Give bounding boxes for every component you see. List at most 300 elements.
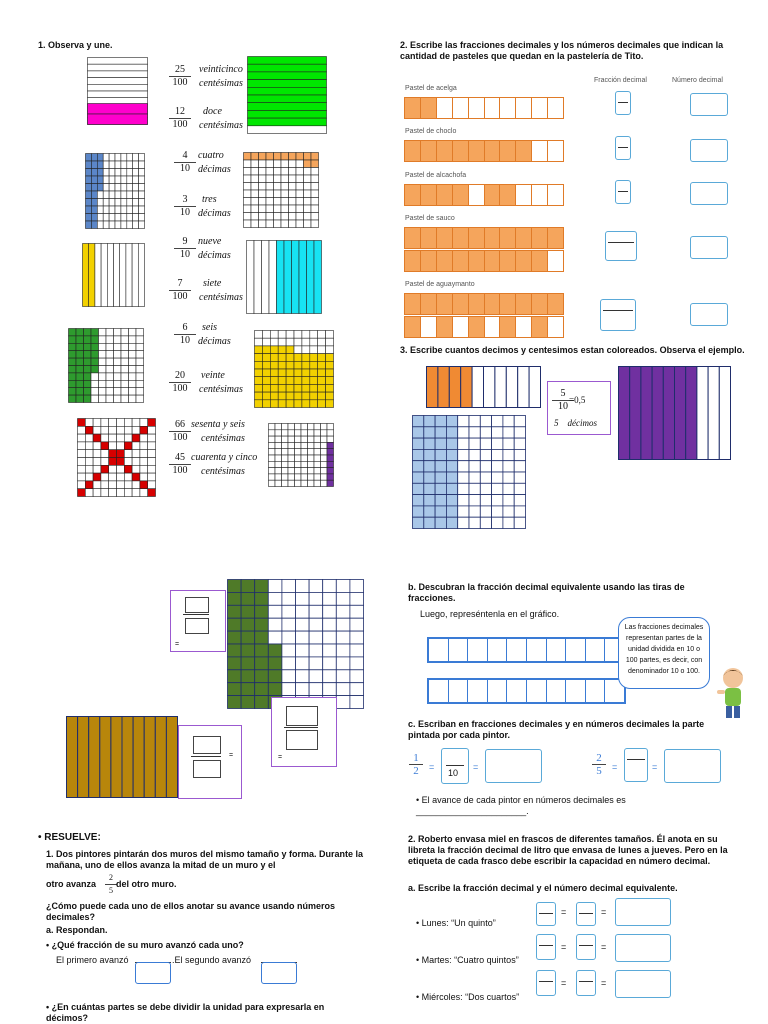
grid-cell	[244, 205, 252, 213]
grid-cell	[270, 346, 278, 354]
grid-cell	[106, 351, 114, 358]
grid-cell	[76, 373, 84, 380]
grid-cell	[255, 618, 269, 631]
first-painter-input[interactable]	[135, 962, 171, 984]
grid-cell	[109, 206, 115, 214]
grid-cell	[129, 388, 137, 395]
grid-green-shape	[68, 328, 144, 403]
grid-cell	[310, 400, 318, 408]
grid-cell	[514, 416, 525, 427]
equals-sign: =	[652, 762, 658, 772]
numerator-box[interactable]	[185, 597, 209, 613]
grid-cell	[76, 351, 84, 358]
grid-cell	[275, 436, 282, 442]
grid-cell	[327, 461, 334, 467]
grid-cell	[309, 592, 323, 605]
grid-cell	[310, 331, 318, 339]
grid-cell	[458, 438, 469, 449]
grid-cell	[286, 354, 294, 362]
grid-cell	[93, 426, 101, 434]
grid-cell	[124, 481, 132, 489]
grid-cell	[686, 367, 697, 460]
c-decimal-input-1[interactable]	[485, 749, 542, 783]
grid-cell	[121, 351, 129, 358]
grid-cell	[69, 380, 77, 387]
grid-cell	[255, 683, 269, 696]
grid-cell	[244, 190, 252, 198]
grid-cell	[321, 461, 328, 467]
grid-cell	[274, 183, 282, 191]
grid-cell	[288, 474, 295, 480]
c-decimal-input-2[interactable]	[664, 749, 721, 783]
grid-cell	[503, 416, 514, 427]
grid-cell	[124, 458, 132, 466]
grid-cell	[307, 241, 315, 314]
grid-cell	[241, 657, 255, 670]
grid-cell	[424, 517, 435, 528]
grid-cell	[326, 392, 334, 400]
grid-cell	[275, 480, 282, 486]
grid-cell	[109, 426, 117, 434]
grid-cell	[117, 458, 125, 466]
grid-cell	[435, 416, 446, 427]
frac-input-aguaymanto[interactable]	[600, 299, 636, 331]
grid-cell	[101, 450, 109, 458]
grid-cell	[281, 175, 289, 183]
grid-cell	[289, 190, 297, 198]
grid-cell	[288, 424, 295, 430]
grid-cell	[97, 191, 103, 199]
grid-cell	[85, 458, 93, 466]
grid-cell	[88, 84, 148, 91]
grid-cell	[127, 199, 133, 207]
grid-cell	[327, 468, 334, 474]
frac-input-acelga[interactable]	[615, 91, 631, 115]
grid-cell	[281, 190, 289, 198]
grid-cell	[308, 442, 315, 448]
grid-cell	[255, 400, 263, 408]
grid-cell	[122, 717, 133, 798]
grid-cell	[129, 351, 137, 358]
grid-cell	[84, 395, 92, 402]
grid-cell	[427, 367, 438, 408]
grid-cell	[323, 683, 337, 696]
grid-cell	[336, 683, 350, 696]
grid-cell	[514, 506, 525, 517]
grid-cell	[244, 160, 252, 168]
resuelve-q3: • ¿En cuántas partes se debe dividir la unidad para expresarla en décimos?	[46, 1002, 325, 1023]
grid-cell	[299, 241, 307, 314]
grid-cell	[91, 358, 99, 365]
grid-cell	[140, 489, 148, 497]
grid-cell	[301, 449, 308, 455]
grid-cell	[144, 717, 155, 798]
grid-cell	[413, 461, 424, 472]
denominator-box[interactable]	[286, 730, 318, 750]
numerator-box[interactable]	[286, 706, 318, 726]
grid-cell	[255, 580, 269, 593]
grid-cell	[326, 338, 334, 346]
grid-cell	[114, 373, 122, 380]
grid-cell	[255, 338, 263, 346]
grid-blue-left	[85, 153, 145, 229]
equals-sign: =	[229, 752, 234, 759]
grid-cell	[86, 199, 92, 207]
grid-cell	[323, 670, 337, 683]
grid-cell	[244, 213, 252, 221]
mid-green-grid	[227, 579, 364, 709]
grid-cell	[91, 380, 99, 387]
martes-frac-input[interactable]	[536, 934, 556, 960]
grid-cell	[296, 592, 310, 605]
grid-cell	[262, 331, 270, 339]
grid-cell	[304, 153, 312, 161]
grid-cell	[114, 358, 122, 365]
grid-cell	[255, 384, 263, 392]
grid-cell	[294, 392, 302, 400]
answer-box-1[interactable]	[170, 590, 226, 652]
frac-12: 12 100 doce centésimas	[169, 106, 191, 131]
frac-input-alcachofa[interactable]	[615, 180, 631, 204]
grid-cell	[140, 458, 148, 466]
grid-cell	[121, 336, 129, 343]
martes-dec-frac-input[interactable]	[576, 934, 596, 960]
miercoles-frac-input[interactable]	[536, 970, 556, 996]
grid-cell	[78, 419, 86, 427]
grid-cell	[311, 213, 319, 221]
grid-cell	[121, 395, 129, 402]
fraction-line	[191, 756, 221, 757]
grid-cell	[278, 384, 286, 392]
grid-cell	[446, 506, 457, 517]
grid-cell	[514, 483, 525, 494]
grid-cell	[326, 369, 334, 377]
grid-cell	[85, 434, 93, 442]
grid-cell	[311, 168, 319, 176]
grid-cell	[302, 354, 310, 362]
grid-cell	[269, 461, 276, 467]
grid-cell	[255, 392, 263, 400]
grid-cell	[129, 395, 137, 402]
grid-cell	[492, 506, 503, 517]
grid-cell	[120, 244, 126, 307]
child-illustration	[713, 664, 753, 720]
grid-cell	[114, 351, 122, 358]
grid-cell	[255, 377, 263, 385]
grid-cell	[86, 206, 92, 214]
grid-cell	[251, 183, 259, 191]
grid-cell	[241, 683, 255, 696]
grid-cell	[266, 168, 274, 176]
grid-cell	[495, 367, 506, 408]
grid-cell	[327, 480, 334, 486]
c-answer-line[interactable]: ______________________.	[416, 806, 529, 816]
grid-cell	[318, 354, 326, 362]
grid-cell	[248, 57, 327, 65]
grid-cell	[129, 343, 137, 350]
grid-cell	[101, 458, 109, 466]
pie-bar-acelga	[404, 97, 564, 119]
number-input-acelga[interactable]	[690, 93, 728, 116]
numerator-box[interactable]	[193, 736, 221, 754]
frac-45: 45 100 cuarenta y cinco centésimas	[169, 452, 191, 477]
grid-cell	[308, 474, 315, 480]
grid-cell	[282, 455, 289, 461]
grid-cell	[268, 580, 282, 593]
frac-input-choclo[interactable]	[615, 136, 631, 160]
grid-cell	[269, 449, 276, 455]
grid-cell	[310, 354, 318, 362]
grid-cell	[295, 430, 302, 436]
answer-box-2[interactable]	[178, 725, 242, 799]
grid-cell	[301, 468, 308, 474]
grid-cell	[314, 430, 321, 436]
grid-cell	[424, 472, 435, 483]
answer-box-3[interactable]	[271, 697, 337, 767]
grid-cell	[148, 465, 156, 473]
grid-cell	[446, 427, 457, 438]
grid-cell	[336, 644, 350, 657]
grid-cell	[282, 442, 289, 448]
grid-cell	[99, 388, 107, 395]
grid-cell	[336, 580, 350, 593]
grid-cell	[514, 449, 525, 460]
miercoles-dec-frac-input[interactable]	[576, 970, 596, 996]
grid-cell	[270, 392, 278, 400]
grid-cell	[91, 366, 99, 373]
grid-cell	[262, 377, 270, 385]
grid-cell	[121, 154, 127, 162]
grid-cell	[132, 473, 140, 481]
grid-cell	[241, 644, 255, 657]
grid-cell	[295, 424, 302, 430]
grid-cell	[268, 592, 282, 605]
grid-cell	[114, 343, 122, 350]
grid-cell	[296, 198, 304, 206]
q3-blue-grid	[412, 415, 526, 529]
lunes-number-input[interactable]	[615, 898, 671, 926]
grid-cell	[269, 468, 276, 474]
grid-cell	[266, 190, 274, 198]
grid-cell	[88, 58, 148, 65]
grid-cell	[311, 205, 319, 213]
grid-cell	[88, 91, 148, 98]
grid-cell	[111, 717, 122, 798]
grid-cell	[323, 618, 337, 631]
grid-cell	[99, 343, 107, 350]
grid-cell	[268, 631, 282, 644]
grid-cell	[302, 377, 310, 385]
resuelve-q2: • ¿Qué fracción de su muro avanzó cada uno?	[46, 940, 244, 950]
grid-cell	[449, 367, 460, 408]
denominator-box[interactable]	[185, 618, 209, 634]
grid-cell	[121, 221, 127, 229]
grid-cell	[85, 489, 93, 497]
grid-cell	[255, 631, 269, 644]
grid-cell	[148, 426, 156, 434]
grid-cell	[268, 644, 282, 657]
grid-cell	[91, 161, 97, 169]
grid-cell	[327, 424, 334, 430]
grid-cell	[132, 489, 140, 497]
grid-cell	[469, 506, 480, 517]
grid-cell	[289, 183, 297, 191]
grid-cell	[318, 384, 326, 392]
grid-cell	[296, 190, 304, 198]
grid-cell	[413, 506, 424, 517]
grid-cell	[296, 618, 310, 631]
grid-cell	[282, 430, 289, 436]
grid-cell	[121, 373, 129, 380]
grid-cell	[248, 126, 327, 134]
grid-cell	[275, 442, 282, 448]
grid-cell	[294, 361, 302, 369]
grid-cell	[76, 329, 84, 336]
grid-cell	[413, 517, 424, 528]
denominator-box[interactable]	[193, 760, 221, 778]
fraction-line	[446, 765, 464, 766]
grid-cell	[413, 483, 424, 494]
grid-cell	[140, 434, 148, 442]
grid-cell	[78, 442, 86, 450]
grid-cell	[302, 346, 310, 354]
equals-sign: =	[601, 942, 607, 952]
grid-cell	[69, 388, 77, 395]
c-equiv-frac-2[interactable]	[624, 748, 648, 782]
grid-cell	[127, 176, 133, 184]
frac-input-sauco[interactable]	[605, 231, 637, 261]
grid-cell	[281, 220, 289, 228]
c-equiv-frac-1[interactable]	[441, 748, 469, 784]
c-frac-2-5: $\frac{2}{5}$	[592, 752, 606, 777]
grid-cell	[314, 455, 321, 461]
grid-cell	[133, 161, 139, 169]
grid-cell	[278, 338, 286, 346]
grid-cell	[318, 331, 326, 339]
grid-cell	[274, 175, 282, 183]
grid-cell	[327, 430, 334, 436]
grid-cell	[309, 618, 323, 631]
grid-cell	[529, 367, 540, 408]
grid-cell	[101, 473, 109, 481]
grid-cell	[91, 199, 97, 207]
number-input-sauco[interactable]	[690, 236, 728, 259]
grid-cell	[296, 683, 310, 696]
grid-cell	[97, 161, 103, 169]
grid-cell	[97, 199, 103, 207]
grid-cell	[269, 455, 276, 461]
grid-cell	[424, 438, 435, 449]
grid-cell	[114, 380, 122, 387]
grid-cell	[69, 336, 77, 343]
grid-cell	[514, 427, 525, 438]
grid-cell	[296, 160, 304, 168]
grid-cell	[294, 400, 302, 408]
grid-cell	[296, 580, 310, 593]
grid-cell	[308, 436, 315, 442]
grid-cell	[101, 489, 109, 497]
resuelve-question: ¿Cómo puede cada uno de ellos anotar su avance usando números decimales?	[46, 901, 336, 922]
grid-cell	[282, 474, 289, 480]
grid-cell	[270, 400, 278, 408]
grid-cell	[115, 169, 121, 177]
grid-cell	[84, 351, 92, 358]
grid-cell	[101, 244, 107, 307]
grid-cell	[446, 517, 457, 528]
grid-cell	[269, 241, 277, 314]
grid-cell	[282, 480, 289, 486]
equals-sign: =	[473, 762, 479, 772]
grid-cell	[124, 419, 132, 427]
grid-cell	[318, 346, 326, 354]
grid-cell	[109, 176, 115, 184]
grid-cell	[282, 580, 296, 593]
grid-cell	[148, 489, 156, 497]
grid-cell	[251, 168, 259, 176]
grid-cell	[458, 427, 469, 438]
number-input-choclo[interactable]	[690, 139, 728, 162]
grid-cell	[278, 346, 286, 354]
grid-cell	[619, 367, 630, 460]
equals-sign: =	[601, 978, 607, 988]
grid-cell	[228, 644, 242, 657]
grid-cell	[458, 495, 469, 506]
grid-green	[247, 56, 327, 134]
grid-cell	[69, 395, 77, 402]
grid-cell	[296, 153, 304, 161]
grid-cell	[274, 160, 282, 168]
grid-cell	[282, 461, 289, 467]
c-avance-text: • El avance de cada pintor en números decimales es	[416, 795, 626, 805]
grid-cell	[228, 580, 242, 593]
grid-cell	[275, 424, 282, 430]
grid-cell	[121, 388, 129, 395]
grid-cell	[255, 331, 263, 339]
grid-cell	[294, 331, 302, 339]
grid-cell	[295, 455, 302, 461]
lunes-frac-input[interactable]	[536, 902, 556, 926]
grid-cell	[136, 388, 144, 395]
grid-cell	[99, 373, 107, 380]
martes-number-input[interactable]	[615, 934, 671, 962]
grid-cell	[308, 449, 315, 455]
number-input-aguaymanto[interactable]	[690, 303, 728, 326]
grid-cell	[492, 416, 503, 427]
grid-cell	[259, 168, 267, 176]
grid-cell	[266, 198, 274, 206]
grid-cell	[274, 205, 282, 213]
lunes-dec-frac-input[interactable]	[576, 902, 596, 926]
grid-cell	[309, 670, 323, 683]
second-painter-input[interactable]	[261, 962, 297, 984]
grid-cell	[78, 717, 89, 798]
grid-cell	[503, 438, 514, 449]
grid-cell	[446, 449, 457, 460]
grid-cell	[350, 670, 364, 683]
grid-cell	[282, 670, 296, 683]
grid-cell	[103, 206, 109, 214]
miercoles-number-input[interactable]	[615, 970, 671, 998]
grid-cell	[136, 366, 144, 373]
grid-cell	[266, 220, 274, 228]
number-input-alcachofa[interactable]	[690, 182, 728, 205]
grid-cell	[278, 354, 286, 362]
grid-cell	[506, 367, 517, 408]
grid-cell	[140, 426, 148, 434]
grid-cell	[435, 438, 446, 449]
grid-cell	[266, 175, 274, 183]
grid-cell	[248, 110, 327, 118]
